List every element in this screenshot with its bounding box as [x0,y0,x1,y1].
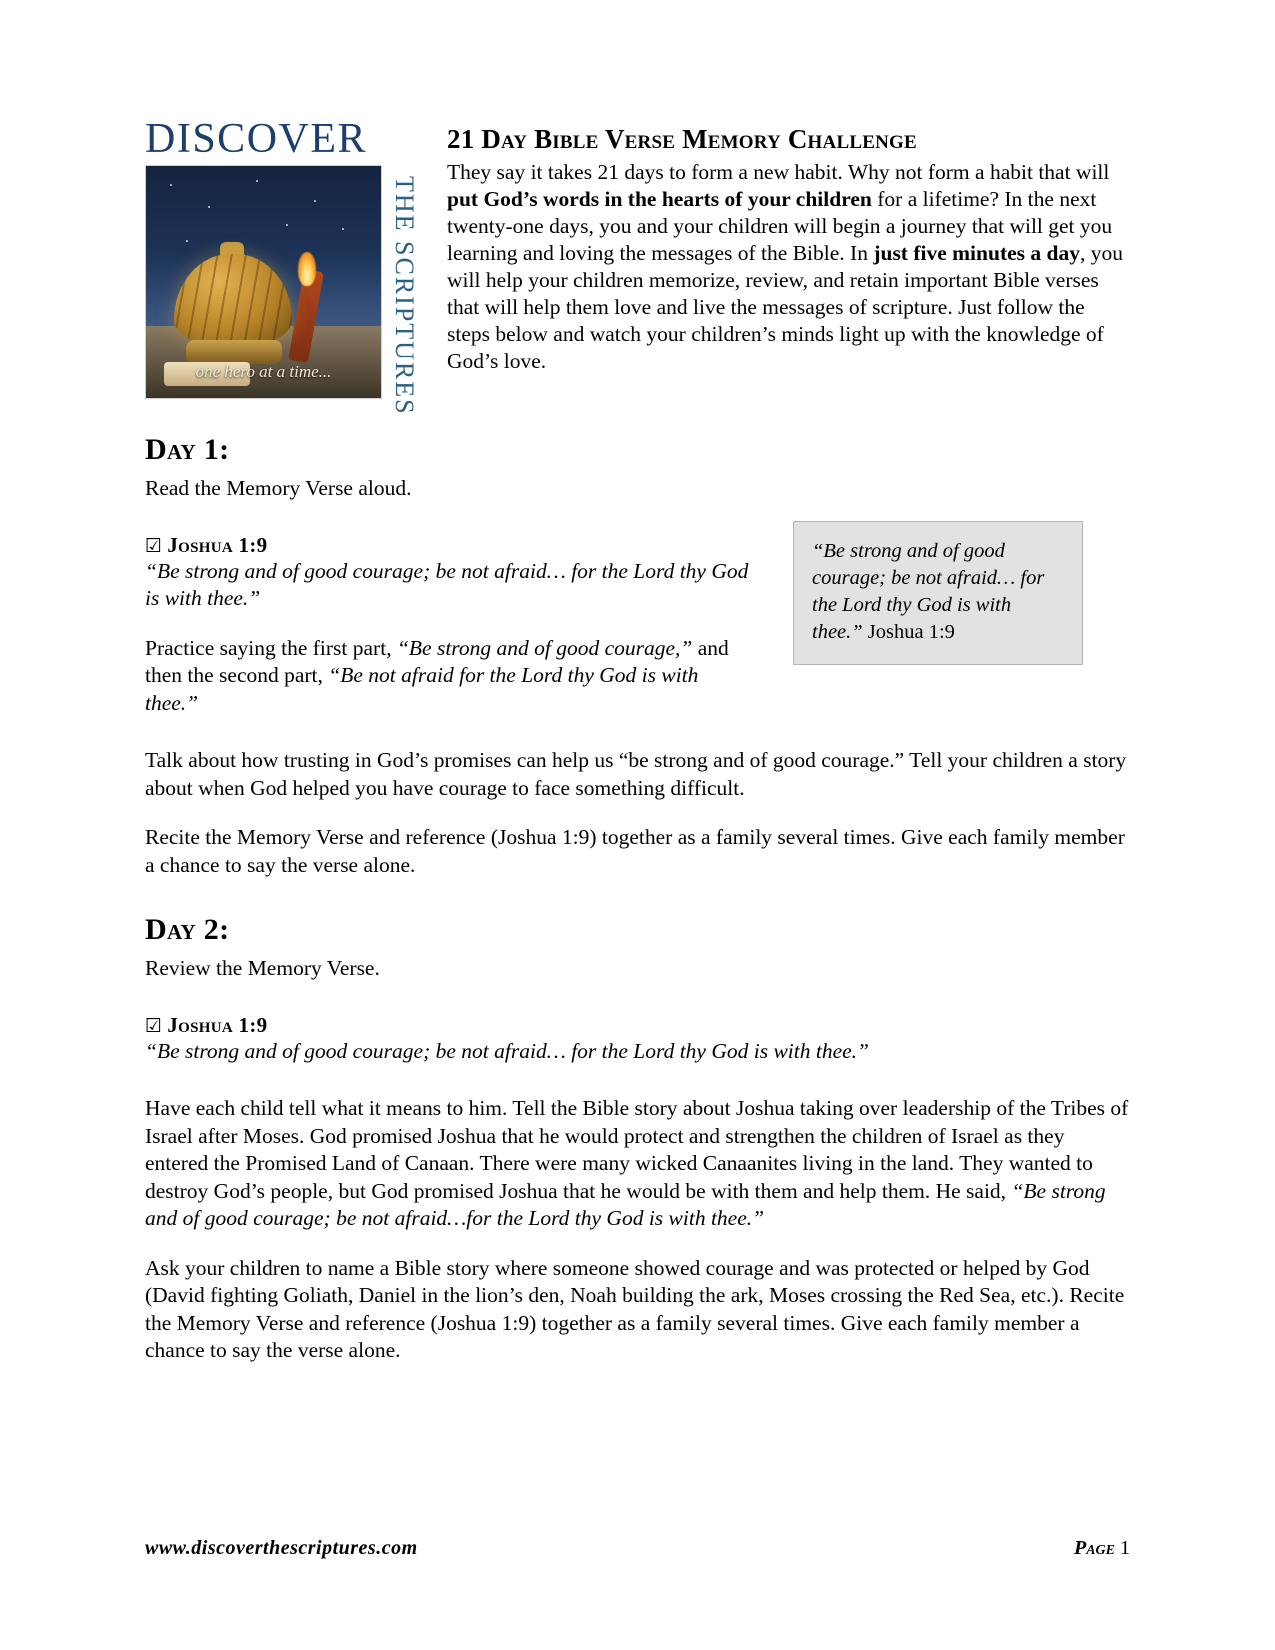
checkbox-icon[interactable]: ☑ [145,1014,163,1037]
page-title: 21 Day Bible Verse Memory Challenge [447,124,917,154]
day1-recite-paragraph: Recite the Memory Verse and reference (Joshua 1:9) together as a family several times. Give each family member a chance to say the verse alone. [145,825,1125,877]
intro-text-2: for a lifetime? In the next twenty-one days, you and your children will begin a journey that will get you learning and loving the messages of the Bible. In [447,187,1113,265]
footer-website[interactable]: www.discoverthescriptures.com [145,1537,418,1559]
callout-quote: “Be strong and of good courage; be not afraid… for the Lord thy God is with thee.” [812,539,1045,643]
day2-verse-reference [145,1013,1130,1038]
footer-page-label: Page [1073,1537,1115,1559]
day2-instruction: Review the Memory Verse. [145,956,380,981]
day1-verse-reference-label: Joshua 1:9 [167,532,268,557]
intro-paragraph [447,159,1130,375]
intro-bold-1: put God’s words in the hearts of your children [447,187,872,212]
day2-ask-paragraph: Ask your children to name a Bible story where someone showed courage and was protected or helped by God (David fighting Goliath, Daniel in the lion’s den, Noah building the ark, Moses crossing the Red Sea, etc.). Recite the Memory Verse and reference (Joshua 1:9) together as a family several times. Give each family member a chance to say the verse alone. [145,1255,1125,1363]
logo-tagline: one hero at a time... [195,362,332,381]
callout-reference: Joshua 1:9 [862,620,955,643]
page-footer [145,1537,1130,1560]
day2-story-lead: Have each child tell what it means to him. Tell the Bible story about Joshua taking over leadership of the Tribes of Israel after Moses. God promised Joshua that he would protect and strengthen the children of Israel as they entered the Promised Land of Canaan. There were many wicked Canaanites living in the land. They wanted to destroy God’s people, but God promised Joshua that he would be with them and help them. He said, [145,1096,1129,1203]
day1-talk-paragraph: Talk about how trusting in God’s promises can help us “be strong and of good courage.” Tell your children a story about when God helped you have courage to face something difficult. [145,748,1127,800]
lamp-illustration [145,165,382,399]
day1-practice-quote-2: “Be not afraid for the Lord thy God is with thee.” [145,663,699,715]
day1-verse-reference [145,533,755,558]
day1-left-column [145,503,755,718]
lamp-base-icon [186,340,282,364]
day1-instruction: Read the Memory Verse aloud. [145,476,412,500]
day2-heading: Day 2: [145,913,230,947]
header-text-block [447,118,1130,375]
intro-text-3: , you will help your children memorize, review, and retain important Bible verses that will help them love and live the messages of scripture. Just follow the steps below and watch your children’s minds light up with the knowledge of God’s love. [447,240,1123,373]
day2-story-quote: “Be strong and of good courage; be not afraid…for the Lord thy God is with thee.” [145,1178,1106,1231]
intro-text-1: They say it takes 21 days to form a new habit. Why not form a habit that will [447,160,1110,185]
footer-page-number: 1 [1120,1537,1130,1559]
day1-right-column [755,503,1130,665]
logo-wordmark: DISCOVER [145,116,368,162]
day1-practice-lead: Practice saying the first part, [145,635,397,660]
footer-page-indicator [1074,1537,1130,1560]
flame-icon [298,252,316,286]
day1-practice-quote-1: “Be strong and of good courage,” [396,635,693,660]
logo-block [145,116,425,416]
day2-verse-text: “Be strong and of good courage; be not afraid… for the Lord thy God is with thee.” [145,1038,870,1063]
day1-heading: Day 1: [145,433,230,466]
logo-vertical-text [389,176,429,416]
day1-practice-mid: and then the second part, [145,635,729,688]
intro-bold-2: just five minutes a day [873,240,1080,265]
day1-verse-text: “Be strong and of good courage; be not afraid… for the Lord thy God is with thee.” [145,558,749,611]
day2-verse-reference-label: Joshua 1:9 [167,1012,268,1037]
day2-story-paragraph [145,1095,1130,1233]
checkbox-icon[interactable]: ☑ [145,534,163,557]
document-header [145,116,1130,416]
day1-practice-paragraph [145,635,755,718]
verse-callout-box [793,521,1083,665]
logo-vertical-label: THE SCRIPTURES [390,176,419,416]
day1-content-row [145,503,1130,718]
